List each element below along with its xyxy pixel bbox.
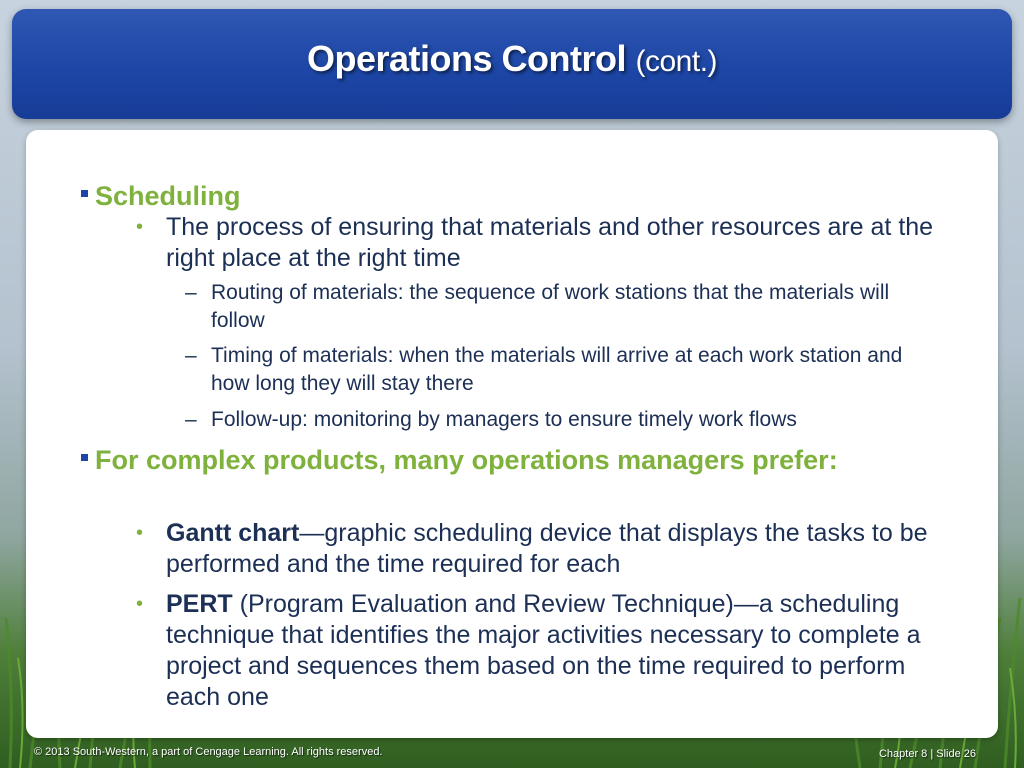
sub-bullet-timing bbox=[185, 342, 931, 398]
dash-bullet-icon: – bbox=[185, 408, 197, 431]
sub-bullet-text: Timing of materials: when the materials will arrive at each work station and how long they will stay there bbox=[211, 344, 903, 395]
footer-copyright: © 2013 South-Western, a part of Cengage Learning. All rights reserved. bbox=[34, 746, 383, 758]
slide-title bbox=[307, 38, 717, 80]
sub-bullet-text: Routing of materials: the sequence of work stations that the materials will follow bbox=[211, 281, 890, 332]
round-bullet-icon: • bbox=[136, 593, 144, 615]
bullet-scheduling-definition bbox=[136, 212, 966, 274]
title-suffix: (cont.) bbox=[635, 45, 718, 78]
dash-bullet-icon: – bbox=[185, 281, 197, 304]
bullet-heading-scheduling bbox=[95, 180, 915, 213]
bullet-heading-complex-products bbox=[95, 444, 915, 477]
title-main: Operations Control bbox=[306, 38, 626, 79]
sub-bullet-routing bbox=[185, 279, 931, 335]
term-bold: PERT bbox=[166, 590, 233, 618]
square-bullet-icon bbox=[81, 190, 88, 197]
dash-bullet-icon: – bbox=[185, 344, 197, 367]
title-bar bbox=[12, 9, 1012, 119]
round-bullet-icon: • bbox=[136, 216, 144, 238]
sub-bullet-text: Follow-up: monitoring by managers to ensure timely work flows bbox=[211, 408, 797, 431]
round-bullet-icon: • bbox=[136, 522, 144, 544]
bullet-text: The process of ensuring that materials and other resources are at the right place at the right time bbox=[166, 213, 934, 272]
bullet-pert bbox=[136, 589, 966, 713]
term-bold: Gantt chart bbox=[166, 519, 300, 547]
bullet-text: (Program Evaluation and Review Technique)—a scheduling technique that identifies the major activities necessary to complete a project and sequences them based on the time required to perform each one bbox=[166, 590, 921, 711]
sub-bullet-follow-up bbox=[185, 406, 931, 434]
footer-slide-number: Chapter 8 | Slide 26 bbox=[878, 748, 976, 760]
heading-text: For complex products, many operations managers prefer: bbox=[95, 445, 838, 475]
bullet-text: —graphic scheduling device that displays the tasks to be performed and the time required for each bbox=[166, 519, 928, 578]
bullet-gantt-chart bbox=[136, 518, 966, 580]
heading-text: Scheduling bbox=[95, 181, 241, 211]
square-bullet-icon bbox=[81, 454, 88, 461]
